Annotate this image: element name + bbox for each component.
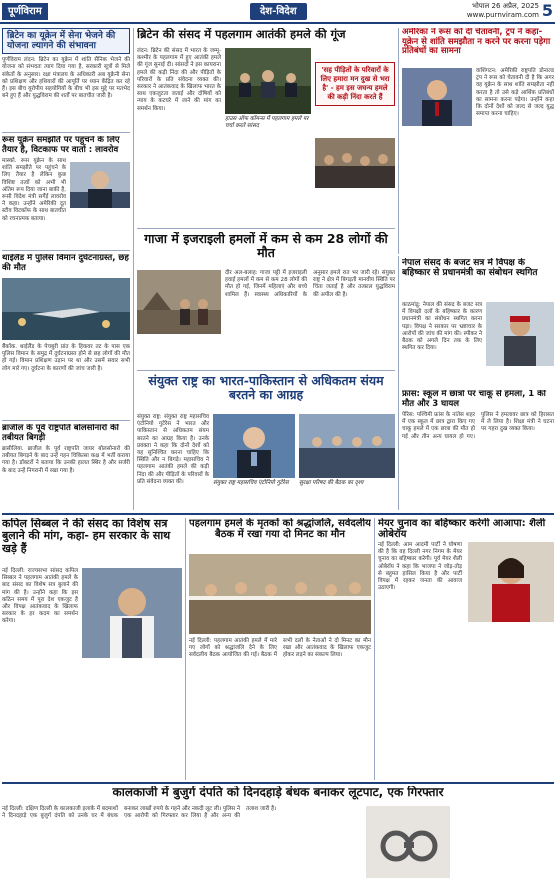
divider <box>2 132 130 133</box>
parliament-photo <box>225 48 311 114</box>
story-body: संयुक्त राष्ट्र: संयुक्त राष्ट्र महासचिव एंटोनियो गुटेरेस ने भारत और पाकिस्तान से अधिकतम संयम बरतने का आग्रह किया है। उनके प्रवक्ता ने कहा कि दोनों देशों को यह सुनिश्चित करना चाहिए कि स्थिति और न बिगड़े। महासचिव ने पहलगाम आतंकी हमले की कड़ी निंदा की और पीड़ितों के परिवारों के प्रति संवेदना व्यक्त की। <box>137 414 209 485</box>
sibal-photo <box>82 568 182 658</box>
story-body: पूर्णविराम लंदन: ब्रिटेन का यूक्रेन में शांति सैनिक भेजने की योजना को संभवतः त्याग दिया गया है, सरकारी सूत्रों से मिले संकेतों के अनुसार। रक्षा मंत्रालय के अधिकारी अब यूक्रेनी सेना को प्रशिक्षण और हथियारों की आपूर्ति पर ध्यान केंद्रित कर रहे हैं। इस बीच यूरोपीय सहयोगियों के बीच भी इस मुद्दे पर मतभेद बने हुए हैं और युद्धविराम की शर्तों पर बातचीत जारी है। <box>2 57 130 100</box>
headline: पहलगाम हमले के मृतकों को श्रद्धांजलि, सर्वदलीय बैठक में रखा गया दो मिनट का मौन <box>189 518 371 541</box>
headline: कालकाजी में बुजुर्ग दंपति को दिनदहाड़े बंधक बनाकर लूटपाट, एक गिरफ्तार <box>112 786 444 799</box>
story-france-school <box>402 390 554 510</box>
story-body: नई दिल्ली: आम आदमी पार्टी ने घोषणा की है कि वह दिल्ली नगर निगम के मेयर चुनाव का बहिष्कार करेगी। पूर्व मेयर शैली ओबेरॉय ने कहा कि भाजपा ने जोड़-तोड़ से बहुमत हासिल किया है और पार्टी विपक्ष में रहकर जनता की आवाज उठाएगी। <box>378 542 462 592</box>
story-body: नई दिल्ली: दक्षिण दिल्ली के कालकाजी इलाके में बदमाशों ने दिनदहाड़े एक बुजुर्ग दंपति को उनके घर में बंधक बनाकर लाखों रुपये के गहने और नकदी लूट ली। पुलिस ने एक आरोपी को गिरफ्तार कर लिया है और अन्य की तलाश जारी है। <box>2 806 277 820</box>
crowd-photo-image <box>315 138 395 188</box>
handcuff-photo <box>366 806 450 878</box>
oberoi-photo-image <box>468 542 554 622</box>
gaza-photo <box>137 270 221 334</box>
story-body: नई दिल्ली: राज्यसभा सांसद कपिल सिब्बल ने पहलगाम आतंकी हमले के बाद संसद का विशेष सत्र बुलाने की मांग की है। उन्होंने कहा कि इस कठिन समय में पूरा देश एकजुट है और विपक्ष आतंकवाद के खिलाफ सरकार के हर कदम का समर्थन करेगा। <box>2 568 78 625</box>
column-divider <box>374 518 375 780</box>
headline: थाईलैंड में पुलिस विमान दुर्घटनाग्रस्त, छह की मौत <box>2 254 129 273</box>
column-divider <box>133 28 134 510</box>
headline: गाजा में इजराइली हमलों में कम से कम 28 लोगों की मौत <box>144 232 388 260</box>
story-sibal <box>2 518 182 780</box>
trump-photo <box>402 68 472 126</box>
divider <box>137 370 395 371</box>
dateline <box>467 2 539 20</box>
story-brazil <box>2 424 130 508</box>
divider <box>2 420 130 421</box>
photo-caption: हाउस ऑफ कॉमन्स में पहलगाम हमले पर चर्चा करते सांसद <box>225 116 309 129</box>
divider <box>137 228 395 229</box>
lavrov-photo <box>70 162 130 208</box>
masthead <box>0 0 555 24</box>
nepal-pm-photo <box>486 302 554 366</box>
section-divider <box>2 782 554 784</box>
story-uk-parliament <box>137 28 395 224</box>
headline: रूस यूक्रेन समझौते पर पहुंचने के लिए तैयार है, विटकाफ पर वार्ता : लावरोव <box>2 136 120 155</box>
parliament-photo-image <box>225 48 311 114</box>
headline: संयुक्त राष्ट्र का भारत-पाकिस्तान से अधिकतम संयम बरतने का आग्रह <box>148 374 384 402</box>
section-title: देश-विदेश <box>250 3 307 20</box>
story-thailand-plane <box>2 254 130 418</box>
story-body: मास्को. रूस यूक्रेन के साथ शांति समझौते पर पहुंचने के लिए तैयार है लेकिन कुछ विशिष्ट तत्वों को अभी भी अंतिम रूप दिया जाना बाकी है, रूसी विदेश मंत्री सर्गेई लावरोव ने कहा। उन्होंने अमेरिकी दूत स्टीव विटकॉफ के साथ बातचीत को रचनात्मक बताया। <box>2 158 66 222</box>
story-tribute <box>189 518 371 780</box>
column-divider <box>185 518 186 780</box>
sibal-photo-image <box>82 568 182 658</box>
brand-logo: पूर्णविराम <box>2 3 48 20</box>
gaza-photo-image <box>137 270 221 334</box>
security-council-image <box>299 414 395 478</box>
headline: अमेरिका ने रूस को दी चेतावनी, ट्रंप ने कहा-यूक्रेन से शांति समझौता न करने पर करना पड़ेगा प्रतिबंधों का सामना <box>402 28 551 57</box>
nepal-pm-image <box>486 302 554 366</box>
headline: ब्राजील के पूर्व राष्ट्रपति बोलसोनारो की तबीयत बिगड़ी <box>2 424 119 443</box>
headline: नेपाल संसद के बजट सत्र में विपक्ष के बहिष्कार से प्रधानमंत्री का संबोधन स्थगित <box>402 258 538 279</box>
story-britain-ukraine <box>2 28 130 128</box>
story-russia-talks <box>2 136 130 248</box>
guterres-image <box>213 414 295 478</box>
story-un-appeal <box>137 374 395 510</box>
handcuff-image <box>366 806 450 878</box>
guterres-photo <box>213 414 295 478</box>
story-body: दीर अल-बलाह: गाजा पट्टी में इजराइली हवाई हमलों में कम से कम 28 लोगों की मौत हो गई, जिनमें महिलाएं और बच्चे शामिल हैं। स्वास्थ्य अधिकारियों के अनुसार हमले रात भर जारी रहे। संयुक्त राष्ट्र ने क्षेत्र में बिगड़ती मानवीय स्थिति पर चिंता जताई है और तत्काल युद्धविराम की अपील की है। <box>225 270 395 298</box>
story-kalkaji <box>2 786 554 880</box>
quote-callout: 'सह पीड़ितों के परिवारों के लिए हमारा मन दुख से भरा है' - हम इस जघन्य हमले की कड़ी निंदा करते हैं <box>315 62 395 106</box>
headline: ब्रिटेन की संसद में पहलगाम आतंकी हमले की गूंज <box>137 28 346 41</box>
caption-left: संयुक्त राष्ट्र महासचिव एंटोनियो गुटेरेस <box>213 480 289 486</box>
headline: ब्रिटेन का यूक्रेन में सेना भेजने की योजना ल्यागने की संभावना <box>2 28 130 54</box>
story-body: बैंकॉक. थाईलैंड के पेचबुरी प्रांत के हिकवर तट के पास एक पुलिस विमान के समुद्र में दुर्घटनाग्रस्त होने से छह लोगों की मौत हो गई। विमान प्रशिक्षण उड़ान पर था और उसमें सवार सभी लोग मारे गए। दुर्घटना के कारणों की जांच जारी है। <box>2 344 130 372</box>
headline: मेयर चुनाव का बहिष्कार करेगी आआपा: शैली ओबेरॉय <box>378 518 546 541</box>
plane-crash-photo <box>2 278 130 340</box>
lavrov-photo-image <box>70 162 130 208</box>
all-party-meeting-photo <box>189 554 371 634</box>
story-body: नई दिल्ली: पहलगाम आतंकी हमले में मारे गए लोगों को श्रद्धांजलि देने के लिए सर्वदलीय बैठक आयोजित की गई। बैठक में सभी दलों के नेताओं ने दो मिनट का मौन रखा और आतंकवाद के खिलाफ एकजुट होकर लड़ने का संकल्प लिया। <box>189 638 371 659</box>
column-divider <box>398 28 399 254</box>
crowd-photo <box>315 138 395 188</box>
issue-date: भोपाल 26 अप्रैल, 2025 <box>472 2 539 10</box>
story-body: वाशिंगटन: अमेरिकी राष्ट्रपति डोनाल्ड ट्रंप ने रूस को चेतावनी दी है कि अगर वह यूक्रेन के साथ शांति समझौता नहीं करता है तो उसे कड़े आर्थिक प्रतिबंधों का सामना करना पड़ेगा। उन्होंने कहा कि दोनों देशों को जल्द से जल्द युद्ध समाप्त करना चाहिए। <box>476 68 554 118</box>
story-nepal <box>402 258 554 386</box>
trump-photo-image <box>402 68 472 126</box>
story-mayor <box>378 518 554 780</box>
page-number: 5 <box>541 1 553 20</box>
divider <box>2 250 130 251</box>
section-divider <box>2 513 554 515</box>
headline: फ्रांस: स्कूल में छात्रों पर चाकू से हमला, 1 की मौत और 3 घायल <box>402 390 546 409</box>
story-body: ब्रासीलिया. ब्राजील के पूर्व राष्ट्रपति जायर बोलसोनारो की तबीयत बिगड़ने के बाद उन्हें गहन चिकित्सा कक्ष में भर्ती कराया गया है। डॉक्टरों ने बताया कि उनकी हालत स्थिर है और सर्जरी के बाद उन्हें निगरानी में रखा गया है। <box>2 446 130 474</box>
story-body: लंदन: ब्रिटेन की संसद में भारत के जम्मू-कश्मीर के पहलगाम में हुए आतंकी हमले की गूंज सुनाई दी। सांसदों ने इस कायराना हमले की कड़ी निंदा की और पीड़ितों के परिवारों के प्रति संवेदना व्यक्त की। सरकार ने आतंकवाद के खिलाफ भारत के साथ एकजुटता जताई और दोषियों को न्याय के कटघरे में लाने की मांग का समर्थन किया। <box>137 48 221 112</box>
website: www.purnviram.com <box>466 11 539 19</box>
caption-right: सुरक्षा परिषद की बैठक का दृश्य <box>299 480 364 486</box>
headline: कपिल सिब्बल ने की संसद का विशेष सत्र बुलाने की मांग, कहा- हम सरकार के साथ खड़े हैं <box>2 518 171 555</box>
oberoi-photo <box>468 542 554 622</box>
story-body: पेरिस: पश्चिमी फ्रांस के नांतेस शहर में एक स्कूल में छात्र द्वारा किए गए चाकू हमले में एक छात्रा की मौत हो गई और तीन अन्य घायल हो गए। पुलिस ने हमलावर छात्र को हिरासत में ले लिया है। शिक्षा मंत्री ने घटना पर गहरा दुख व्यक्त किया। <box>402 412 554 440</box>
story-usa-russia <box>402 28 554 256</box>
story-gaza <box>137 232 395 368</box>
security-council-photo <box>299 414 395 478</box>
column-divider <box>398 256 399 510</box>
story-body: काठमांडू: नेपाल की संसद के बजट सत्र में विपक्षी दलों के बहिष्कार के कारण प्रधानमंत्री का संबोधन स्थगित करना पड़ा। विपक्ष ने सरकार पर भ्रष्टाचार के आरोपों की जांच की मांग की। स्पीकर ने बैठक को अगले दिन तक के लिए स्थगित कर दिया। <box>402 302 482 352</box>
plane-crash-image <box>2 278 130 340</box>
all-party-meeting-image <box>189 554 371 634</box>
